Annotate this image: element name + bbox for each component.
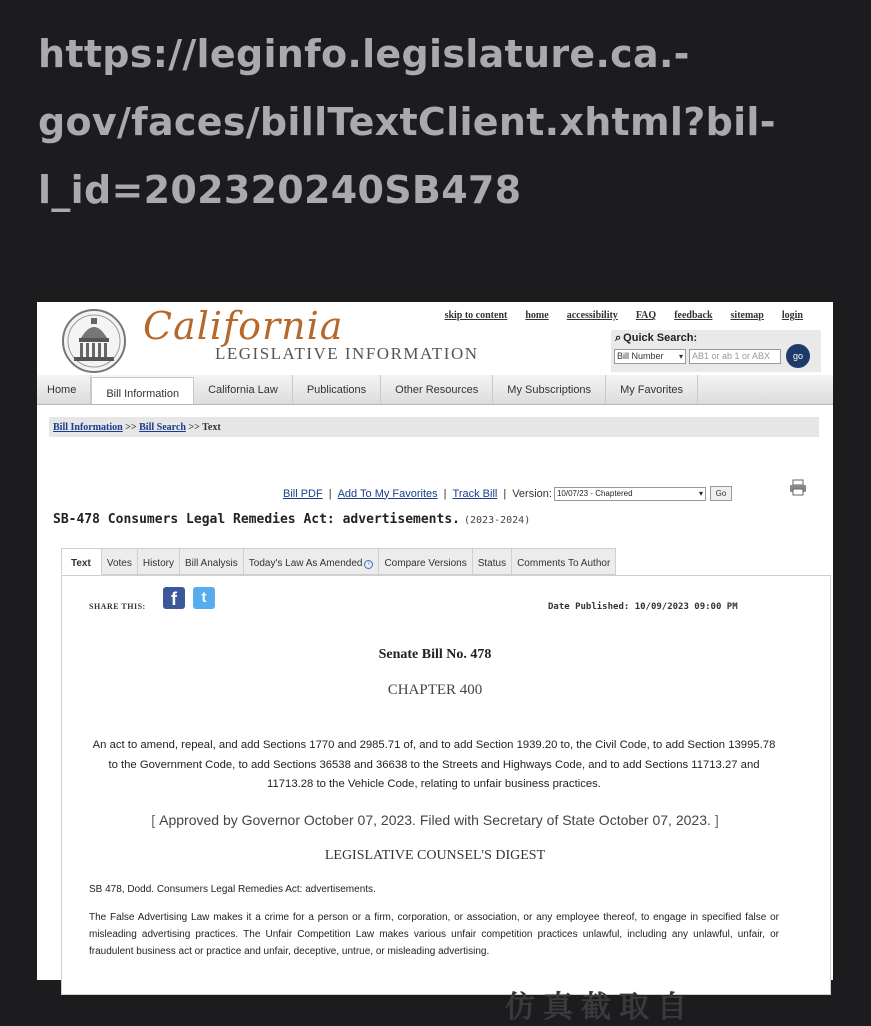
toolbar-separator: | bbox=[443, 487, 447, 500]
version-select[interactable] bbox=[554, 487, 706, 501]
quick-search-label-text: Quick Search: bbox=[623, 332, 698, 344]
digest-summary-line: SB 478, Dodd. Consumers Legal Remedies Act: advertisements. bbox=[89, 884, 376, 895]
tab-bill-analysis[interactable]: Bill Analysis bbox=[180, 548, 244, 575]
track-bill-link[interactable]: Track Bill bbox=[452, 487, 498, 500]
breadcrumb bbox=[49, 417, 819, 437]
info-icon: i bbox=[364, 560, 373, 569]
url-line-1: https://leginfo.legislature.ca.- bbox=[38, 32, 690, 76]
chevron-down-icon: ▾ bbox=[698, 488, 703, 498]
print-icon[interactable] bbox=[789, 480, 807, 496]
tab-comments-to-author[interactable]: Comments To Author bbox=[512, 548, 616, 575]
chapter-heading: CHAPTER 400 bbox=[387, 682, 483, 698]
nav-tab-california-law[interactable]: California Law bbox=[194, 375, 293, 404]
bill-title-text: SB-478 Consumers Legal Remedies Act: advertisements. bbox=[53, 512, 460, 527]
toolbar-separator: | bbox=[503, 487, 507, 500]
main-nav bbox=[37, 375, 833, 405]
tab-compare-versions[interactable]: Compare Versions bbox=[379, 548, 472, 575]
digest-paragraph: The False Advertising Law makes it a crime for a person or a firm, corporation, or association, or any employee thereof, to engage in specified false or misleading advertising practices. The Unfair Competition Law makes various unfair competition practices unlawful, including any unlawful, unfair, or fraudulent business act or practice and unfair, deceptive, untrue, or misleading advertising. bbox=[89, 912, 779, 957]
sitemap-link[interactable]: sitemap bbox=[730, 310, 764, 321]
utility-links bbox=[445, 310, 803, 321]
search-type-value: Bill Number bbox=[617, 351, 664, 361]
quick-search-go-button[interactable]: go bbox=[786, 344, 810, 368]
tab-votes[interactable]: Votes bbox=[102, 548, 138, 575]
digest-heading: LEGISLATIVE COUNSEL'S DIGEST bbox=[324, 848, 546, 863]
breadcrumb-separator: >> bbox=[188, 422, 200, 433]
approval-bracket-close: ] bbox=[714, 812, 719, 828]
webpage-screenshot bbox=[37, 302, 833, 980]
tab-todays-law-as-amended[interactable] bbox=[244, 548, 380, 575]
url-caption bbox=[38, 20, 838, 224]
add-to-favorites-link[interactable]: Add To My Favorites bbox=[337, 487, 438, 500]
breadcrumb-bill-information[interactable]: Bill Information bbox=[53, 422, 123, 433]
bill-sub-tabs bbox=[61, 548, 616, 575]
feedback-link[interactable]: feedback bbox=[674, 310, 713, 321]
bill-session: (2023-2024) bbox=[464, 515, 531, 526]
home-link[interactable]: home bbox=[525, 310, 549, 321]
nav-tab-my-favorites[interactable]: My Favorites bbox=[606, 375, 698, 404]
breadcrumb-current: Text bbox=[202, 422, 221, 433]
nav-tab-other-resources[interactable]: Other Resources bbox=[381, 375, 493, 404]
breadcrumb-separator: >> bbox=[125, 422, 137, 433]
url-line-2: gov/faces/billTextClient.xhtml?bil- bbox=[38, 100, 776, 144]
nav-tab-bill-information[interactable]: Bill Information bbox=[91, 377, 194, 404]
senate-bill-heading: Senate Bill No. 478 bbox=[378, 647, 492, 662]
bill-search-input[interactable]: AB1 or ab 1 or ABX bbox=[689, 349, 781, 364]
share-label: SHARE THIS: bbox=[89, 602, 146, 611]
breadcrumb-bill-search[interactable]: Bill Search bbox=[139, 422, 186, 433]
approval-text: Approved by Governor October 07, 2023. Filed with Secretary of State October 07, 2023. bbox=[159, 812, 711, 828]
watermark-text: 仿真截取自 bbox=[505, 991, 695, 1024]
twitter-icon[interactable]: t bbox=[193, 587, 215, 609]
logo-legislative-information: LEGISLATIVE INFORMATION bbox=[215, 344, 479, 363]
approval-line bbox=[37, 812, 833, 828]
nav-tab-my-subscriptions[interactable]: My Subscriptions bbox=[493, 375, 606, 404]
tab-todays-law-label: Today's Law As Amended bbox=[248, 558, 363, 569]
facebook-icon[interactable]: f bbox=[163, 587, 185, 609]
bill-pdf-link[interactable]: Bill PDF bbox=[283, 487, 323, 500]
tab-status[interactable]: Status bbox=[473, 548, 512, 575]
version-go-button[interactable]: Go bbox=[710, 486, 732, 501]
quick-search-panel bbox=[611, 330, 821, 372]
quick-search-label bbox=[615, 332, 697, 345]
chevron-down-icon: ▾ bbox=[678, 352, 683, 361]
faq-link[interactable]: FAQ bbox=[635, 310, 657, 321]
version-value: 10/07/23 - Chaptered bbox=[556, 488, 633, 498]
nav-tab-home[interactable]: Home bbox=[37, 375, 91, 404]
login-link[interactable]: login bbox=[781, 310, 803, 321]
tab-history[interactable]: History bbox=[138, 548, 180, 575]
logo-california: California bbox=[143, 304, 344, 348]
capitol-seal-icon bbox=[61, 308, 127, 374]
act-description: An act to amend, repeal, and add Sections 1770 and 2985.71 of, and to add Section 1939.20 to, the Civil Code, to add Section 13995.78 to the Government Code, to add Sections 36538 and 36638 to the Streets and Highways Code, and to add Sections 11713.27 and 11713.28 to the Vehicle Code, relating to unfair business practices. bbox=[92, 739, 776, 790]
bill-toolbar bbox=[283, 486, 732, 501]
skip-to-content-link[interactable]: skip to content bbox=[444, 310, 508, 321]
url-line-3: l_id=202320240SB478 bbox=[38, 168, 522, 212]
tab-text[interactable]: Text bbox=[61, 548, 102, 575]
search-icon: ⌕ bbox=[615, 332, 622, 344]
search-type-select[interactable] bbox=[614, 349, 686, 364]
version-label: Version: bbox=[512, 487, 552, 500]
accessibility-link[interactable]: accessibility bbox=[566, 310, 618, 321]
date-published: Date Published: 10/09/2023 09:00 PM bbox=[548, 602, 738, 612]
nav-tab-publications[interactable]: Publications bbox=[293, 375, 381, 404]
bill-title bbox=[53, 512, 530, 527]
toolbar-separator: | bbox=[328, 487, 332, 500]
approval-bracket-open: [ bbox=[151, 812, 156, 828]
